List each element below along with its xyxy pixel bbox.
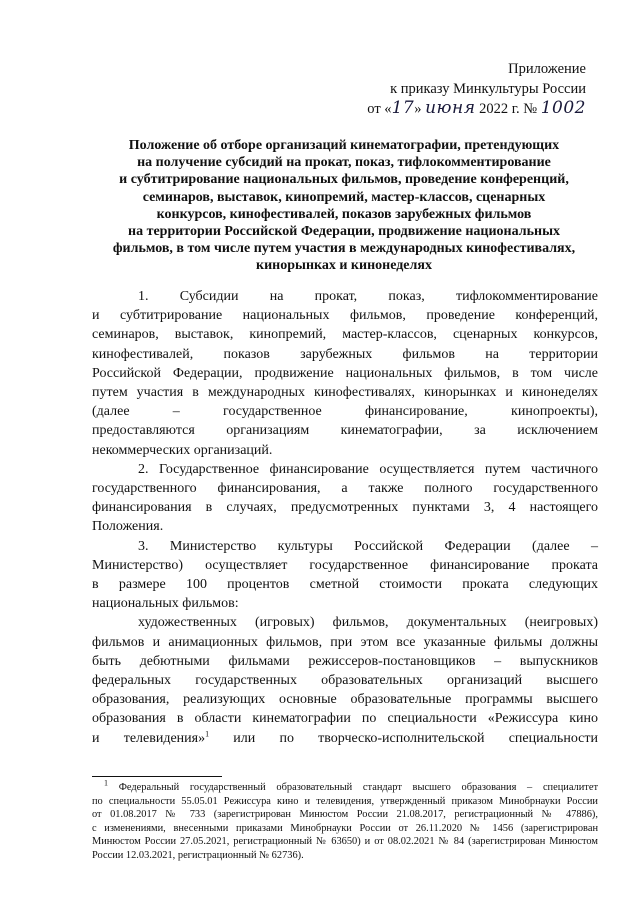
paragraph-2 [92,460,598,537]
text-line: художественных (игровых) фильмов, документальных (неигровых) [138,615,598,631]
footnote-mark: 1 [104,778,108,788]
handwritten-day: 17 [391,98,415,118]
text-line: некоммерческих организаций. [92,442,273,458]
document-body [92,287,598,748]
text-line [92,729,598,748]
title-line: фильмов, в том числе путем участия в международных кинофестивалях, [112,241,576,257]
text-line: Положения. [92,519,164,535]
footnote-line: с изменениями, внесенными приказами Минобрнауки России от 26.11.2020 № 1456 (зарегистрирован [92,822,598,834]
text-line: быть дебютными фильмами режиссеров-постановщиков – выпускников [92,653,598,669]
order-date-line [367,99,586,120]
title-line: конкурсов, кинофестивалей, показов зарубежных фильмов [156,206,532,222]
text-line: Министерство) осуществляет государственное финансирование проката [92,557,598,573]
handwritten-month: июня [425,98,476,118]
handwritten-order-number: 1002 [540,98,586,118]
paragraph-4 [92,613,598,747]
text-line: Российской Федерации, продвижение национальных фильмов, в том числе [92,365,598,381]
text-line: 3. Министерство культуры Российской Федерации (далее – [138,538,598,554]
text-line: путем участия в международных кинофестивалях, кинорынках и кинонеделях [92,385,598,401]
title-line: семинаров, выставок, кинопремий, мастер-классов, сценарных [142,189,546,205]
text-line: предоставляются организациям кинематографии, за исключением [92,423,598,439]
text-line: образования в области кинематографии по специальности «Режиссура кино [92,711,598,727]
footnote-line: по специальности 55.05.01 Режиссура кино и телевидения, утвержденный приказом Минобрнауки России [92,795,598,807]
paragraph-3 [92,537,598,614]
footnote-text: Федеральный государственный образовательный стандарт высшего образования – специалитет [108,782,598,793]
date-prefix: от « [367,101,392,117]
text-line: фильмов и анимационных фильмов, при этом все указанные фильмы должны [92,634,598,650]
footnote-ref: 1 [205,729,210,739]
text-line: семинаров, выставок, кинопремий, мастер-классов, сценарных конкурсов, [92,327,598,343]
footnote-line [92,778,598,795]
paragraph-1 [92,287,598,460]
text-line: кинофестивалей, показов зарубежных фильмов на территории [92,346,598,362]
text-line: (далее – государственное финансирование, кинопроекты), [92,404,598,420]
footnote-line: России 12.03.2021, регистрационный № 62736). [92,849,304,861]
text-line: 1. Субсидии на прокат, показ, тифлокомментирование [138,289,598,304]
title-line: кинорынках и кинонеделях [256,258,432,274]
title-line: и субтитрирование национальных фильмов, проведение конференций, [119,172,569,188]
footnote-line: Минюстом России 27.05.2021, регистрационный № 63650) и от 08.02.2021 № 84 (зарегистрирован Минюстом [92,836,598,848]
text-line: национальных фильмов: [92,596,239,612]
text-line: в размере 100 процентов сметной стоимости проката следующих [92,577,598,593]
title-line: на территории Российской Федерации, продвижение национальных [128,224,560,240]
footnote-separator [92,776,222,777]
date-year: 2022 г. № [475,101,541,117]
text-line: государственного финансирования, а также полного государственного [92,481,598,497]
text-line: и субтитрирование национальных фильмов, проведение конференций, [92,308,598,324]
footnote-line: от 01.08.2017 № 733 (зарегистрирован Минюстом России 21.08.2017, регистрационный № 47886), [92,809,598,821]
text-fragment: и телевидения» [92,730,206,746]
date-mid: » [414,101,426,117]
text-line: финансирования в случаях, предусмотренных пунктами 3, 4 настоящего [92,500,598,516]
title-line: Положение об отборе организаций кинематографии, претендующих [128,138,560,153]
document-title [90,137,598,275]
text-line: 2. Государственное финансирование осуществляется путем частичного [138,461,598,477]
text-fragment: или по творческо-исполнительской специальности [209,730,598,746]
text-line: федеральных государственных образовательных организаций высшего [92,673,598,689]
footnote [92,778,598,863]
appendix-header [367,60,586,120]
appendix-label: Приложение [508,61,586,77]
title-line: на получение субсидий на прокат, показ, тифлокомментирование [137,155,551,171]
order-reference: к приказу Минкультуры России [390,80,586,97]
text-line: образования, реализующих основные образовательные программы высшего [92,692,598,708]
